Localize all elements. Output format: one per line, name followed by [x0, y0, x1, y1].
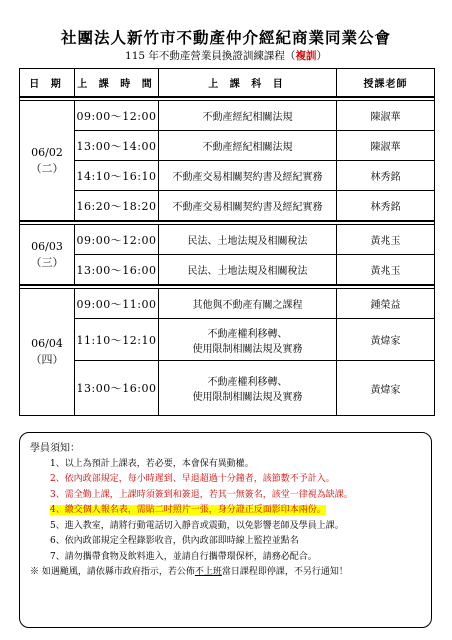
subtitle-main: 115 年不動產營業員換證訓練課程（ — [125, 50, 296, 62]
teacher-cell: 黃煒家 — [337, 361, 435, 416]
footer-text-underlined: 不上班 — [194, 567, 222, 577]
table-row — [20, 101, 435, 131]
course-cell: 民法、土地法規及相關稅法 — [159, 225, 337, 255]
notes-item: 5、進入教室，請將行動電話切入靜音或震動，以免影響老師及學員上課。 — [50, 520, 344, 531]
course-line-2: 使用限制相關法規及實務 — [192, 343, 303, 355]
schedule-table — [19, 68, 435, 416]
table-row — [20, 255, 435, 286]
table-row — [20, 289, 435, 319]
course-cell — [159, 319, 337, 361]
notes-item: 1、以上為預計上課表，若必要，本會保有異動權。 — [50, 458, 254, 469]
table-row — [20, 161, 435, 191]
header-course: 上 課 科 目 — [159, 69, 337, 98]
header-time: 上 課 時 間 — [75, 69, 159, 98]
notes-item: 7、請勿攜帶食物及飲料進入，並請自行攜帶環保杯，請務必配合。 — [50, 551, 317, 562]
table-row — [20, 225, 435, 255]
time-cell: 11:10～12:10 — [75, 319, 159, 361]
course-cell: 不動產經紀相關法規 — [159, 101, 337, 131]
course-cell: 不動產交易相關契約書及經紀實務 — [159, 191, 337, 222]
time-cell: 13:00～16:00 — [75, 361, 159, 416]
notes-item-highlighted: 4、繳交個人報名表，需貼二吋照片一張，身分證正反面影印本兩份。 — [50, 505, 326, 515]
course-cell — [159, 361, 337, 416]
notes-box — [19, 432, 432, 628]
time-cell: 09:00～12:00 — [75, 225, 159, 255]
weekday-value: （三） — [30, 255, 64, 269]
subtitle-highlight: 複訓 — [295, 50, 317, 62]
notes-item: 3、需全勤上課，上課時須簽到和簽退，若其一無簽名，該堂一律視為缺課。 — [50, 489, 353, 500]
date-value: 06/02 — [31, 145, 63, 159]
teacher-cell: 黃煒家 — [337, 319, 435, 361]
header-teacher: 授課老師 — [337, 69, 435, 98]
time-cell: 16:20～18:20 — [75, 191, 159, 222]
time-cell: 13:00～16:00 — [75, 255, 159, 286]
subtitle-end: ） — [316, 50, 327, 62]
teacher-cell: 鍾榮益 — [337, 289, 435, 319]
time-cell: 14:10～16:10 — [75, 161, 159, 191]
weekday-value: （二） — [30, 161, 64, 175]
date-cell — [20, 225, 75, 286]
course-line-1: 不動產權利移轉、 — [207, 377, 288, 388]
notes-item: 2、依內政部規定，每小時遲到、早退超過十分鐘者，該節數不予計入。 — [50, 474, 335, 484]
teacher-cell: 林秀銘 — [337, 191, 435, 222]
table-row — [20, 319, 435, 361]
teacher-cell: 黃兆玉 — [337, 225, 435, 255]
date-value: 06/03 — [31, 239, 63, 253]
teacher-cell: 黃兆玉 — [337, 255, 435, 286]
time-cell: 13:00～14:00 — [75, 131, 159, 161]
teacher-cell: 陳淑華 — [337, 131, 435, 161]
date-cell — [20, 289, 75, 416]
course-cell: 其他與不動產有關之課程 — [159, 289, 337, 319]
time-cell: 09:00～11:00 — [75, 289, 159, 319]
notes-title: 學員須知： — [30, 443, 80, 454]
date-value: 06/04 — [31, 337, 63, 350]
weekday-value: （四） — [30, 353, 64, 366]
teacher-cell: 林秀銘 — [337, 161, 435, 191]
page-title: 社團法人新竹市不動產仲介經紀商業同業公會 — [60, 28, 391, 47]
notes-item: 6、依內政部規定全程錄影收音，供內政部即時線上監控並點名 — [50, 536, 299, 546]
footer-text-b: 當日課程即停課，不另行通知！ — [221, 567, 348, 577]
table-row — [20, 131, 435, 161]
table-row — [20, 361, 435, 416]
date-cell — [20, 101, 75, 222]
teacher-cell: 陳淑華 — [337, 101, 435, 131]
course-cell: 民法、土地法規及相關稅法 — [159, 255, 337, 286]
course-cell: 不動產交易相關契約書及經紀實務 — [159, 161, 337, 191]
notes-footer — [30, 565, 421, 581]
footer-text-a: ※ 如遇颱風，請依縣市政府指示，若公佈 — [30, 567, 195, 577]
course-line-2: 使用限制相關法規及實務 — [192, 392, 303, 403]
course-line-1: 不動產權利移轉、 — [207, 328, 288, 340]
course-cell: 不動產經紀相關法規 — [159, 131, 337, 161]
table-header-row — [20, 69, 435, 98]
time-cell: 09:00～12:00 — [75, 101, 159, 131]
table-row — [20, 191, 435, 222]
page-subtitle — [0, 48, 452, 63]
header-date: 日 期 — [20, 69, 75, 98]
